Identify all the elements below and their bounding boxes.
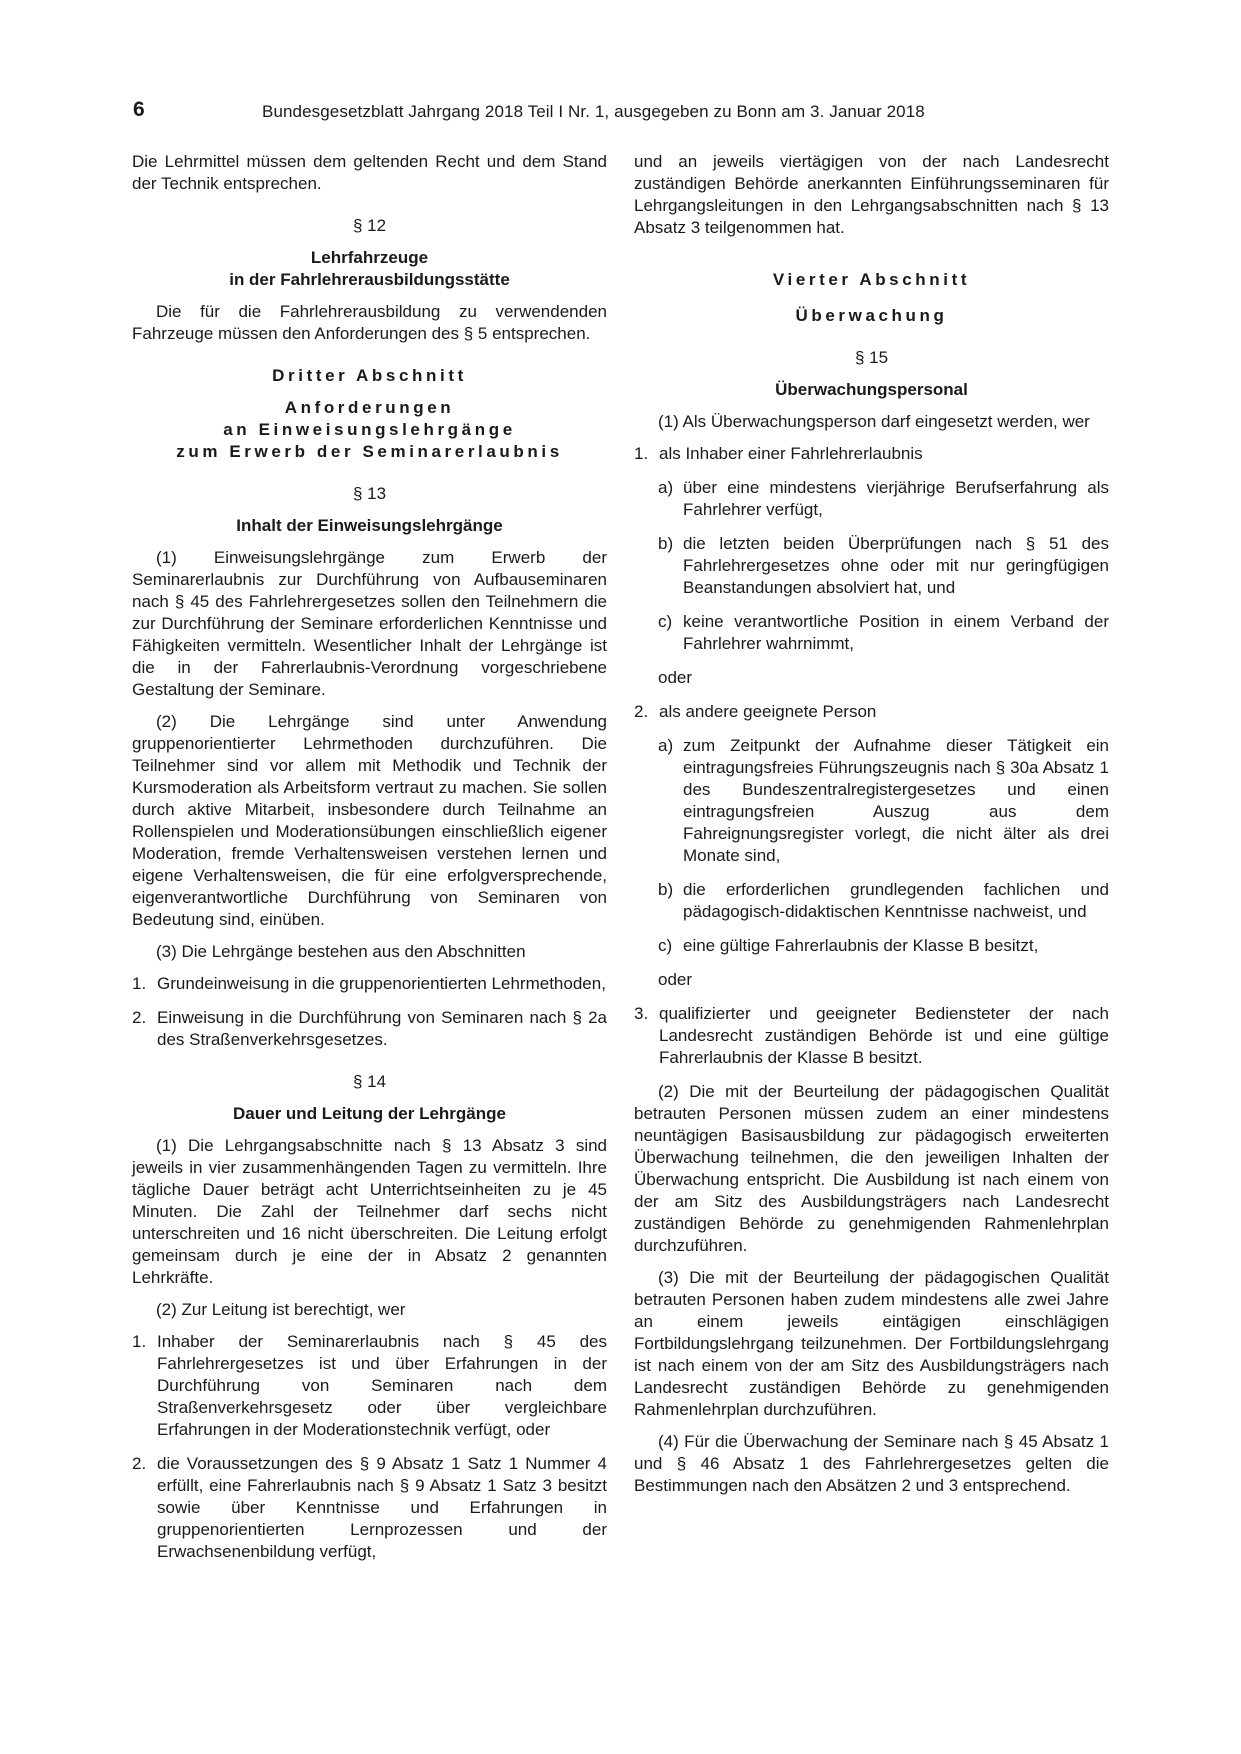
section-14-paragraph-1: (1) Die Lehrgangsabschnitte nach § 13 Absatz 3 sind jeweils in vier zusammenhängenden Tagen zu vermitteln. Ihre tägliche Dauer beträgt acht Unterrichtseinheiten zu je 45 Minuten. Die Zahl der Teilnehmer darf sechs nicht unterschreiten und 16 nicht überschreiten. Die Leitung erfolgt gemeinsam durch je eine der in Absatz 2 genannten Lehrkräfte. [132,1136,607,1287]
section-13-title: Inhalt der Einweisungslehrgänge [236,516,503,535]
section-15-title: Überwachungspersonal [775,380,968,399]
list-item [132,1453,607,1563]
section-14-title: Dauer und Leitung der Lehrgänge [233,1104,506,1123]
list-item-number: 1. [634,444,649,463]
sub-item-letter: b) [658,880,674,899]
part-4-title: Überwachung [795,306,948,325]
section-15-paragraph-4: (4) Für die Überwachung der Seminare nach § 45 Absatz 1 und § 46 Absatz 1 des Fahrlehrergesetzes gelten die Bestimmungen nach den Absätzen 2 und 3 entsprechend. [634,1432,1109,1495]
sub-item-letter: b) [658,534,674,553]
section-13-paragraph-1: (1) Einweisungslehrgänge zum Erwerb der Seminarerlaubnis zur Durchführung von Aufbauseminaren nach § 45 des Fahrlehrergesetzes sollen den Teilnehmern die zur Durchführung der Seminare erforderlichen Kenntnisse und Fähigkeiten vermitteln. Wesentlicher Inhalt der Lehrgänge ist die in der Fahrerlaubnis-Verordnung vorgeschriebene Gestaltung der Seminare. [132,548,607,699]
list-item [132,1331,607,1441]
list-item [634,1003,1109,1069]
sub-item [658,477,1109,521]
sub-item-letter: c) [658,936,673,955]
sub-item [658,533,1109,599]
sub-item-text: zum Zeitpunkt der Aufnahme dieser Tätigkeit ein eintragungsfreies Führungszeugnis nach § 30a Absatz 1 des Bundeszentralregistergesetzes und einen eintragungsfreien Auszug aus dem Fahreignungsregister vorlegt, die nicht älter als drei Monate sind, [683,736,1109,865]
section-12-title-line-2: in der Fahrlehrerausbildungsstätte [229,270,510,289]
right-column [634,151,1109,1507]
section-14-list [132,1331,607,1563]
section-12-mark: § 12 [352,216,387,235]
list-item-text: Einweisung in die Durchführung von Seminaren nach § 2a des Straßenverkehrsgesetzes. [157,1008,607,1049]
list-item [634,701,1109,723]
sub-item [658,611,1109,655]
list-item-number: 1. [132,974,147,993]
sub-item-text: die erforderlichen grundlegenden fachlichen und pädagogisch-didaktischen Kenntnisse nachweist, und [683,880,1109,921]
list-item [634,443,1109,465]
part-3-label: Dritter Abschnitt [272,366,467,385]
sub-item-text: die letzten beiden Überprüfungen nach § 51 des Fahrlehrergesetzes ohne oder mit nur geringfügigen Beanstandungen absolviert hat, und [683,534,1109,597]
section-12-title [132,247,607,291]
section-13-paragraph-3: (3) Die Lehrgänge bestehen aus den Abschnitten [156,942,526,961]
sub-item-letter: a) [658,478,674,497]
sub-item-text: keine verantwortliche Position in einem Verband der Fahrlehrer wahrnimmt, [683,612,1109,653]
list-item-number: 1. [132,1332,147,1351]
list-item-number: 2. [132,1454,147,1473]
list-item [132,973,607,995]
section-15-mark: § 15 [854,348,889,367]
or-connector: oder [658,970,693,989]
section-12-text: Die für die Fahrlehrerausbildung zu verwendenden Fahrzeuge müssen den Anforderungen des § 5 entsprechen. [132,302,607,343]
list-item-text: die Voraussetzungen des § 9 Absatz 1 Satz 1 Nummer 4 erfüllt, eine Fahrerlaubnis nach § 9 Absatz 1 Satz 3 besitzt sowie über Kenntnisse und Erfahrungen in gruppenorientierten Lernprozessen und der Erwachsenenbildung verfügt, [157,1454,607,1561]
or-connector: oder [658,668,693,687]
left-column [132,151,607,1575]
part-3-title-line-2: an Einweisungslehrgänge [223,420,516,439]
intro-paragraph: Die Lehrmittel müssen dem geltenden Recht und dem Stand der Technik entsprechen. [132,152,607,193]
section-15-paragraph-3: (3) Die mit der Beurteilung der pädagogischen Qualität betrauten Personen haben zudem mindestens alle zwei Jahre an einem jeweils eintägigen einschlägigen Fortbildungslehrgang teilzunehmen. Der Fortbildungslehrgang ist nach einem von der am Sitz des Ausbildungsträgers nach Landesrecht zuständigen Behörde zu genehmigenden Rahmenlehrplan durchzuführen. [634,1268,1109,1419]
section-13-mark: § 13 [352,484,387,503]
list-item-text: als Inhaber einer Fahrlehrerlaubnis [659,444,923,463]
section-13-paragraph-2: (2) Die Lehrgänge sind unter Anwendung gruppenorientierter Lehrmethoden durchzuführen. Die Teilnehmer sind vor allem mit Methodik und Technik der Kursmoderation als Arbeitsform vertraut zu machen. Sie sollen durch aktive Mitarbeit, insbesondere durch Teilnahme an Rollenspielen und Moderationsübungen einschließlich eigener Moderation, fremde Verhaltensweisen verstehen lernen und eigene Verhaltensweisen, die für eine erfolgversprechende, eigenverantwortliche Durchführung von Seminaren von Bedeutung sind, einüben. [132,712,607,929]
section-13-list [132,973,607,1051]
section-14-paragraph-2: (2) Zur Leitung ist berechtigt, wer [156,1300,406,1319]
sub-item-letter: c) [658,612,673,631]
running-header: Bundesgesetzblatt Jahrgang 2018 Teil I Nr. 1, ausgegeben zu Bonn am 3. Januar 2018 [262,102,925,121]
list-item [132,1007,607,1051]
sub-item-letter: a) [658,736,674,755]
part-4-label: Vierter Abschnitt [772,270,971,289]
list-item-number: 2. [634,702,649,721]
list-item-number: 2. [132,1008,147,1027]
sub-item [658,879,1109,923]
section-12-title-line-1: Lehrfahrzeuge [310,248,429,267]
sub-item [658,735,1109,867]
section-15-paragraph-1: (1) Als Überwachungsperson darf eingesetzt werden, wer [658,412,1090,431]
part-3-title-line-3: zum Erwerb der Seminarerlaubnis [176,442,563,461]
list-item-text: Inhaber der Seminarerlaubnis nach § 45 des Fahrlehrergesetzes ist und über Erfahrungen in der Durchführung von Seminaren nach dem Straßenverkehrsgesetz oder über vergleichbare Erfahrungen in der Moderationstechnik verfügt, oder [157,1332,607,1439]
list-item-text: qualifizierter und geeigneter Bediensteter der nach Landesrecht zuständigen Behörde ist und eine gültige Fahrerlaubnis der Klasse B besitzt. [659,1004,1109,1067]
section-15-paragraph-2: (2) Die mit der Beurteilung der pädagogischen Qualität betrauten Personen müssen zudem an einer mindestens neuntägigen Basisausbildung zur pädagogisch erweiterten Überwachung teilnehmen, die den jeweiligen Inhalten der Überwachung entspricht. Die Ausbildung ist nach einem von der am Sitz des Ausbildungsträgers nach Landesrecht zuständigen Behörde zu genehmigenden Rahmenlehrplan durchzuführen. [634,1082,1109,1255]
sub-item-text: über eine mindestens vierjährige Berufserfahrung als Fahrlehrer verfügt, [683,478,1109,519]
list-item-number: 3. [634,1004,649,1023]
section-14-mark: § 14 [352,1072,387,1091]
page-number: 6 [133,98,145,121]
list-item-text: als andere geeignete Person [659,702,877,721]
continuation-paragraph: und an jeweils viertägigen von der nach Landesrecht zuständigen Behörde anerkannten Einführungsseminaren für Lehrgangsleitungen in den Lehrgangsabschnitten nach § 13 Absatz 3 teilgenommen hat. [634,152,1109,237]
list-item-text: Grundeinweisung in die gruppenorientierten Lehrmethoden, [157,974,606,993]
sub-item-text: eine gültige Fahrerlaubnis der Klasse B besitzt, [683,936,1039,955]
sub-item [658,935,1109,957]
part-3-title-line-1: Anforderungen [284,398,455,417]
